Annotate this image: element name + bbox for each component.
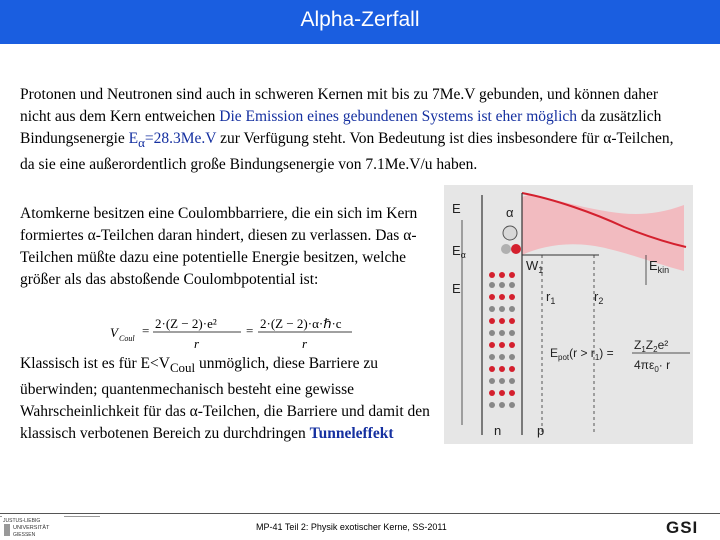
epot-label: $E_{pot}(r > r_1)$ = (550, 346, 614, 362)
p-label: p (537, 423, 545, 438)
footer-text: MP-41 Teil 2: Physik exotischer Kerne, SS-2011 (256, 522, 447, 532)
ealpha-label: $E_\alpha$ (452, 243, 466, 260)
formula-den2: r (302, 336, 308, 351)
uni-mid: UNIVERSITÄT (13, 525, 50, 531)
r1-label: $r_1$ (546, 289, 556, 306)
tunnel-text: Klassisch ist es für E<V (20, 355, 170, 372)
coulomb-formula (108, 312, 353, 352)
axis-E-label: E (452, 201, 461, 216)
gsi-logo (664, 516, 716, 536)
r2-label: $r_2$ (594, 289, 604, 306)
intro-text-3: zur Verfügung steht. Von Bedeutung ist dies insbesondere für α-Teilchen, da sie eine außerordentlich große Bindungsenergie von 7.1Me.V/u haben. (20, 130, 674, 174)
slide-title: Alpha-Zerfall (300, 8, 420, 31)
intro-text-2: da zusätzlich Bindungsenergie (20, 108, 662, 147)
intro-highlight: Die Emission eines gebundenen Systems ist eher möglich (219, 108, 578, 125)
alpha-label: α (506, 205, 514, 220)
frac-den: $4\pi\varepsilon_0\cdot r$ (634, 358, 671, 374)
uni-top: JUSTUS-LIEBIG (3, 518, 41, 524)
potential-diagram (444, 185, 693, 444)
formula-num2: 2·(Z − 2)·α·ℏ·c (260, 316, 342, 331)
footer-divider (0, 513, 720, 514)
gsi-text: GSI (666, 518, 699, 536)
formula-eq1: = (142, 323, 150, 338)
formula-lhs-sub: Coul (119, 334, 135, 343)
tunnel-sub: Coul (169, 360, 196, 376)
formula-lhs: V (110, 325, 118, 340)
frac-num: $Z_1Z_2e^2$ (634, 338, 669, 354)
binding-energy-sub: α (138, 135, 145, 151)
paragraph-intro (20, 84, 688, 176)
university-logo (2, 516, 64, 538)
n-label: n (494, 423, 502, 438)
e2-label: E (452, 281, 461, 296)
tunnel-keyword: Tunneleffekt (309, 425, 394, 443)
w1-label: $W_1$ (526, 258, 544, 275)
paragraph-coulomb: Atomkerne besitzen eine Coulombbarriere, die ein sich im Kern formiertes α-Teilchen daran hindert, diesen zu verlassen. Das α-Teilchen müßte dazu eine potentielle Energie besitzen, welche größer als das abstoßende Coulombpotential ist: (20, 205, 418, 288)
ekin-label: $E_{kin}$ (649, 258, 670, 275)
binding-energy-value: =28.3Me.V (144, 130, 217, 147)
uni-bot: GIESSEN (13, 532, 36, 538)
formula-num1: 2·(Z − 2)·e² (155, 316, 217, 331)
formula-eq2: = (246, 323, 254, 338)
paragraph-tunnel (20, 353, 440, 445)
binding-energy-symbol: E (128, 130, 139, 147)
tunnel-text-2: unmöglich, diese Barriere zu überwinden; quantenmechanisch besteht eine gewisse Wahrscheinlichkeit für das α-Teilchen, die Barriere und damit den klassisch verbotenen Bereich zu durchdringen (20, 355, 430, 443)
binding-energy (128, 130, 217, 151)
formula-den1: r (194, 336, 200, 351)
intro-text: Protonen und Neutronen sind auch in schweren Kernen mit bis zu 7Me.V gebunden, und können daher nicht aus dem Kern entweichen (20, 86, 659, 125)
